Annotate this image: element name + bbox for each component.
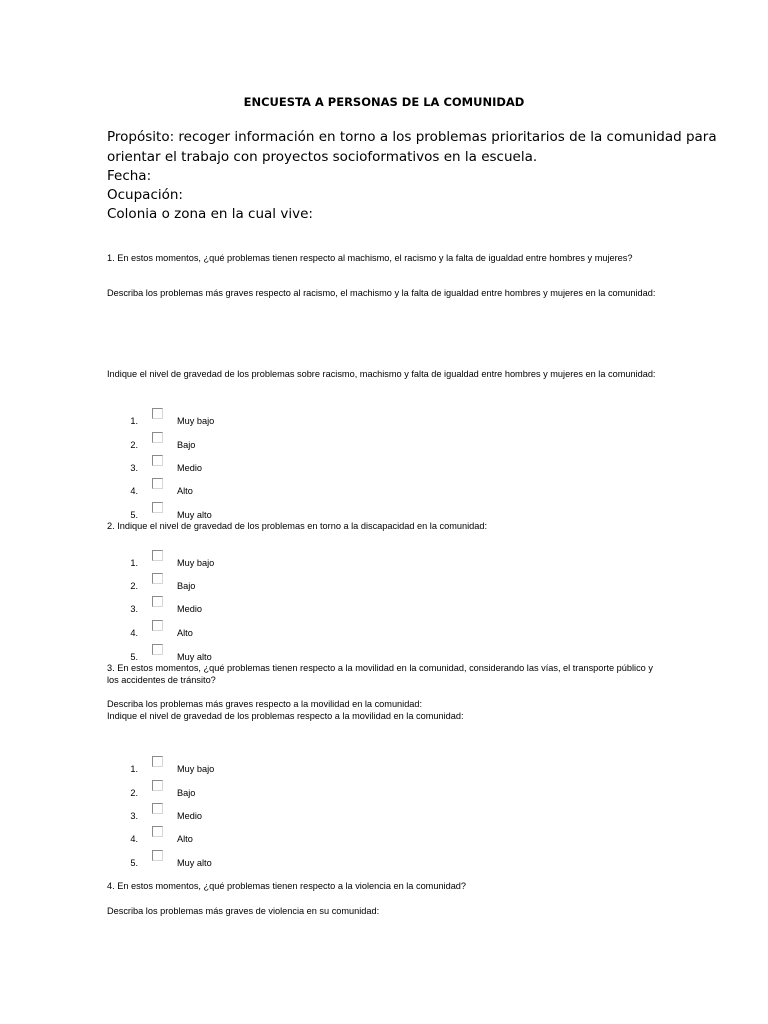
- option-label: Bajo: [177, 440, 196, 450]
- option-label: Muy bajo: [177, 558, 215, 568]
- question-4-describe: Describa los problemas más graves de violencia en su comunidad:: [107, 906, 380, 916]
- option-label: Alto: [177, 834, 193, 844]
- ocupacion-label: Ocupación:: [107, 187, 183, 203]
- option-number: 3.: [130, 463, 138, 473]
- question-4: 4. En estos momentos, ¿qué problemas tienen respecto a la violencia en la comunidad?: [107, 881, 467, 891]
- checkbox[interactable]: [152, 478, 163, 489]
- option-number: 5.: [130, 652, 138, 662]
- option-label: Alto: [177, 628, 193, 638]
- question-1: 1. En estos momentos, ¿qué problemas tienen respecto al machismo, el racismo y la falta de igualdad entre hombres y mujeres?: [107, 253, 633, 263]
- option-number: 1.: [130, 416, 138, 426]
- option-label: Muy bajo: [177, 764, 215, 774]
- option-number: 4.: [130, 486, 138, 496]
- checkbox[interactable]: [152, 826, 163, 837]
- option-number: 4.: [130, 834, 138, 844]
- checkbox[interactable]: [152, 432, 163, 443]
- question-1-describe: Describa los problemas más graves respecto al racismo, el machismo y la falta de igualdad entre hombres y mujeres en la comunidad:: [107, 288, 656, 298]
- checkbox[interactable]: [152, 550, 163, 561]
- fecha-label: Fecha:: [107, 168, 152, 184]
- option-label: Muy alto: [177, 858, 212, 868]
- option-label: Alto: [177, 486, 193, 496]
- checkbox[interactable]: [152, 455, 163, 466]
- option-label: Muy alto: [177, 652, 212, 662]
- question-2: 2. Indique el nivel de gravedad de los problemas en torno a la discapacidad en la comunidad:: [107, 521, 488, 531]
- option-number: 2.: [130, 440, 138, 450]
- option-label: Bajo: [177, 788, 196, 798]
- option-number: 2.: [130, 788, 138, 798]
- checkbox[interactable]: [152, 502, 163, 513]
- option-number: 3.: [130, 604, 138, 614]
- option-label: Medio: [177, 811, 203, 821]
- option-number: 3.: [130, 811, 138, 821]
- purpose-line-2: orientar el trabajo con proyectos socioformativos en la escuela.: [107, 149, 538, 165]
- option-label: Muy bajo: [177, 416, 215, 426]
- checkbox[interactable]: [152, 596, 163, 607]
- question-1-indique: Indique el nivel de gravedad de los problemas sobre racismo, machismo y falta de igualdad entre hombres y mujeres en la comunidad:: [107, 369, 656, 379]
- document-title: ENCUESTA A PERSONAS DE LA COMUNIDAD: [243, 95, 525, 109]
- question-3-describe: Describa los problemas más graves respecto a la movilidad en la comunidad:: [107, 699, 423, 709]
- option-number: 5.: [130, 858, 138, 868]
- option-number: 1.: [130, 558, 138, 568]
- option-number: 5.: [130, 510, 138, 520]
- option-label: Medio: [177, 604, 203, 614]
- checkbox[interactable]: [152, 644, 163, 655]
- purpose-line-1: Propósito: recoger información en torno a los problemas prioritarios de la comunidad para: [107, 129, 717, 145]
- checkbox[interactable]: [152, 573, 163, 584]
- option-number: 1.: [130, 764, 138, 774]
- option-number: 2.: [130, 581, 138, 591]
- checkbox[interactable]: [152, 756, 163, 767]
- checkbox[interactable]: [152, 850, 163, 861]
- checkbox[interactable]: [152, 620, 163, 631]
- option-label: Medio: [177, 463, 203, 473]
- option-number: 4.: [130, 628, 138, 638]
- option-label: Bajo: [177, 581, 196, 591]
- checkbox[interactable]: [152, 780, 163, 791]
- option-label: Muy alto: [177, 510, 212, 520]
- checkbox[interactable]: [152, 408, 163, 419]
- question-3: 3. En estos momentos, ¿qué problemas tienen respecto a la movilidad en la comunidad, considerando las vías, el transporte público y los accidentes de tránsito?: [107, 663, 653, 685]
- checkbox[interactable]: [152, 803, 163, 814]
- colonia-label: Colonia o zona en la cual vive:: [107, 206, 313, 222]
- question-3-indique: Indique el nivel de gravedad de los problemas respecto a la movilidad en la comunidad:: [107, 711, 464, 721]
